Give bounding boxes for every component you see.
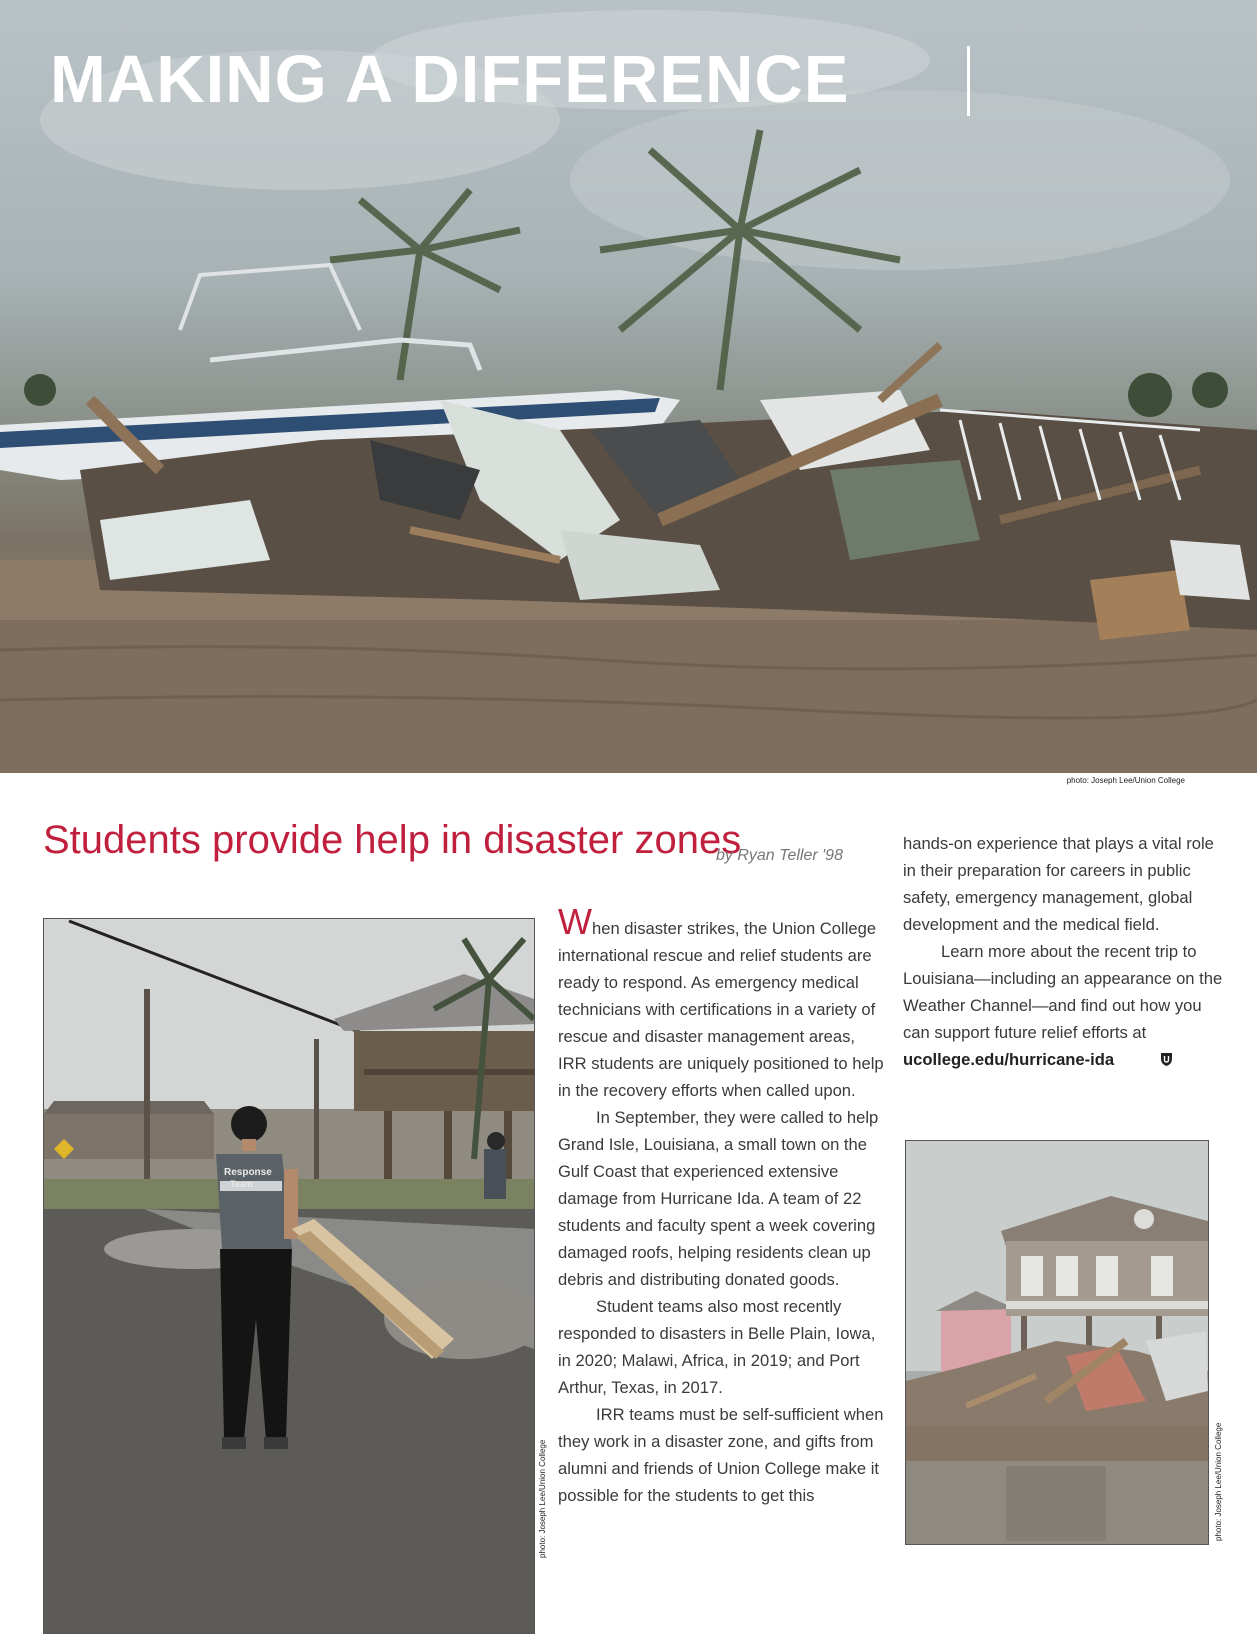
masthead-title: MAKING A DIFFERENCE	[50, 42, 850, 117]
paragraph-5	[903, 938, 1228, 1075]
paragraph-1-text: hen disaster strikes, the Union College international rescue and relief students are ready to respond. As emergency medical technicians with certifications in a variety of rescue and disaster management areas, IRR students are uniquely positioned to help in the recovery efforts when called upon.	[558, 919, 884, 1100]
hurricane-ida-link[interactable]: ucollege.edu/hurricane-ida	[903, 1050, 1115, 1069]
hero-photo	[0, 0, 1257, 773]
union-college-shield-icon	[1122, 1048, 1173, 1075]
paragraph-3: Student teams also most recently responded to disasters in Belle Plain, Iowa, in 2020; Malawi, Africa, in 2019; and Port Arthur, Texas, in 2017.	[558, 1297, 876, 1397]
paragraph-4: IRR teams must be self-sufficient when they work in a disaster zone, and gifts from alumni and friends of Union College make it possible for the students to get this	[558, 1405, 884, 1505]
article-headline: Students provide help in disaster zones	[43, 818, 742, 862]
shirt-text-response: Response	[224, 1167, 272, 1178]
shirt-text-team: Team	[230, 1179, 253, 1189]
drop-cap: W	[558, 901, 592, 942]
volunteer-photo-illustration	[44, 919, 534, 1633]
paragraph-5-text: Learn more about the recent trip to Louisiana—including an appearance on the Weather Channel—and find out how you can support future relief efforts at	[903, 942, 1223, 1042]
paragraph-4-continued: hands-on experience that plays a vital role in their preparation for careers in public safety, emergency management, global development and the medical field.	[903, 834, 1214, 934]
damaged-house-photo-credit: photo: Joseph Lee/Union College	[1214, 1422, 1223, 1541]
damaged-house-photo-illustration	[906, 1141, 1208, 1544]
hero-photo-credit: photo: Joseph Lee/Union College	[1066, 776, 1185, 785]
volunteer-photo	[43, 918, 535, 1634]
damaged-house-photo	[905, 1140, 1209, 1545]
volunteer-photo-credit: photo: Joseph Lee/Union College	[538, 1439, 547, 1558]
masthead-divider	[967, 46, 970, 116]
article-byline: by Ryan Teller '98	[716, 847, 843, 864]
paragraph-1	[558, 901, 888, 1104]
article-column-right	[903, 830, 1228, 1075]
article-column-middle	[558, 901, 888, 1509]
paragraph-2: In September, they were called to help Grand Isle, Louisiana, a small town on the Gulf Coast that experienced extensive damage from Hurricane Ida. A team of 22 students and faculty spent a week covering damaged roofs, helping residents clean up debris and distributing donated goods.	[558, 1108, 879, 1289]
